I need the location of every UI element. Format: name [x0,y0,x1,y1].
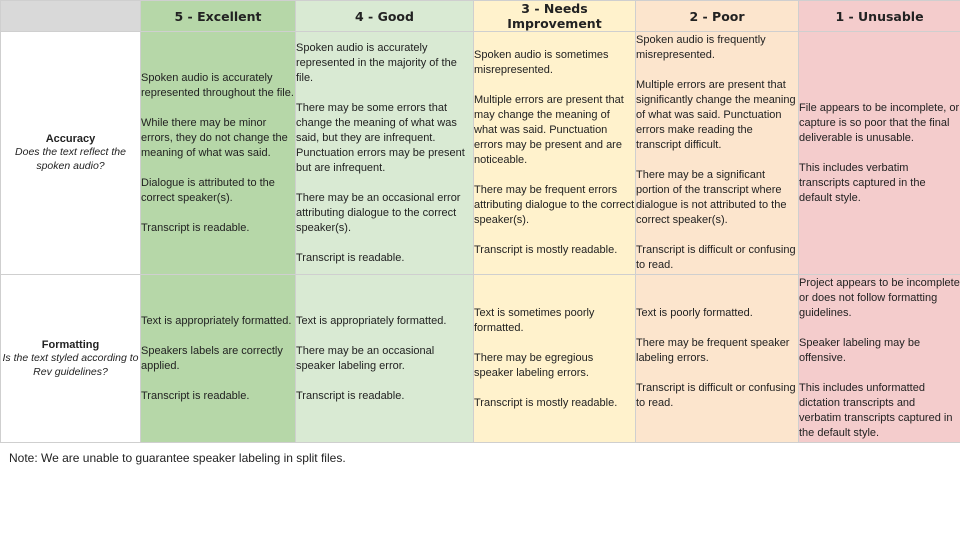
cell-text: Transcript is readable. [141,389,250,402]
cell-text: Text is poorly formatted. [636,307,753,319]
cell-text: Project appears to be incomplete or does not follow formatting guidelines. [799,277,960,319]
cell-text: Transcript is mostly readable. [474,244,618,256]
cell-text: Multiple errors are present that significantly change the meaning of what was said. Punctuation errors make reading the transcript difficult. [636,79,796,151]
cell-text: There may be some errors that change the meaning of what was said, but they are infrequent. Punctuation errors may be present but are infrequent. [296,101,465,174]
header-row [1,1,960,32]
row-title: Formatting [41,338,100,351]
cell-text: Text is appropriately formatted. [296,314,447,327]
formatting-good-cell [296,275,474,443]
header-excellent: 5 - Excellent [141,1,296,32]
accuracy-unusable-cell [799,32,960,275]
cell-text: There may be frequent errors attributing dialogue to the correct speaker(s). [474,184,635,226]
cell-text: There may be an occasional error attributing dialogue to the correct speaker(s). [296,191,461,234]
cell-text: There may be egregious speaker labeling errors. [474,352,594,379]
accuracy-row [1,32,960,275]
cell-text: Speakers labels are correctly applied. [141,344,283,372]
cell-text: Text is sometimes poorly formatted. [474,307,595,334]
formatting-label-cell [1,275,141,443]
header-needs-improvement: 3 - Needs Improvement [474,1,636,32]
cell-text: Multiple errors are present that may change the meaning of what was said. Punctuation errors may be present and are noticeable. [474,94,624,166]
cell-text: This includes verbatim transcripts captured in the default style. [799,161,926,204]
formatting-needs-improvement-cell [474,275,636,443]
cell-text: Spoken audio is sometimes misrepresented. [474,49,609,76]
row-subtitle: Does the text reflect the spoken audio? [15,146,126,172]
cell-text: File appears to be incomplete, or capture is so poor that the final deliverable is unusable. [799,101,960,144]
cell-text: Transcript is difficult or confusing to read. [636,382,796,409]
header-good: 4 - Good [296,1,474,32]
row-subtitle: Is the text styled according to Rev guidelines? [2,351,139,378]
cell-text: Transcript is readable. [296,389,405,402]
cell-text: Transcript is readable. [141,221,250,234]
cell-text: This includes unformatted dictation transcripts and verbatim transcripts captured in the default style. [799,382,953,439]
footnote: Note: We are unable to guarantee speaker labeling in split files. [9,451,346,465]
cell-text: Transcript is mostly readable. [474,397,618,409]
accuracy-needs-improvement-cell [474,32,636,275]
formatting-poor-cell [636,275,799,443]
cell-text: Dialogue is attributed to the correct speaker(s). [141,176,275,204]
cell-text: Transcript is difficult or confusing to read. [636,244,796,271]
accuracy-excellent-cell [141,32,296,275]
formatting-unusable-cell [799,275,960,443]
cell-text: Speaker labeling may be offensive. [799,337,921,364]
row-title: Accuracy [45,133,96,145]
header-unusable: 1 - Unusable [799,1,960,32]
accuracy-poor-cell [636,32,799,275]
cell-text: Spoken audio is frequently misrepresented. [636,34,766,61]
formatting-row [1,275,960,443]
cell-text: While there may be minor errors, they do not change the meaning of what was said. [141,116,288,159]
formatting-excellent-cell [141,275,296,443]
cell-text: Spoken audio is accurately represented in the majority of the file. [296,41,457,84]
cell-text: Spoken audio is accurately represented throughout the file. [141,71,294,99]
accuracy-label-cell [1,32,141,275]
cell-text: There may be an occasional speaker labeling error. [296,344,435,372]
header-poor: 2 - Poor [636,1,799,32]
cell-text: There may be frequent speaker labeling errors. [636,337,790,364]
cell-text: There may be a significant portion of the transcript where dialogue is not attributed to the correct speaker(s). [636,169,787,226]
cell-text: Text is appropriately formatted. [141,314,292,327]
corner-cell [1,1,141,32]
accuracy-good-cell [296,32,474,275]
cell-text: Transcript is readable. [296,251,405,264]
